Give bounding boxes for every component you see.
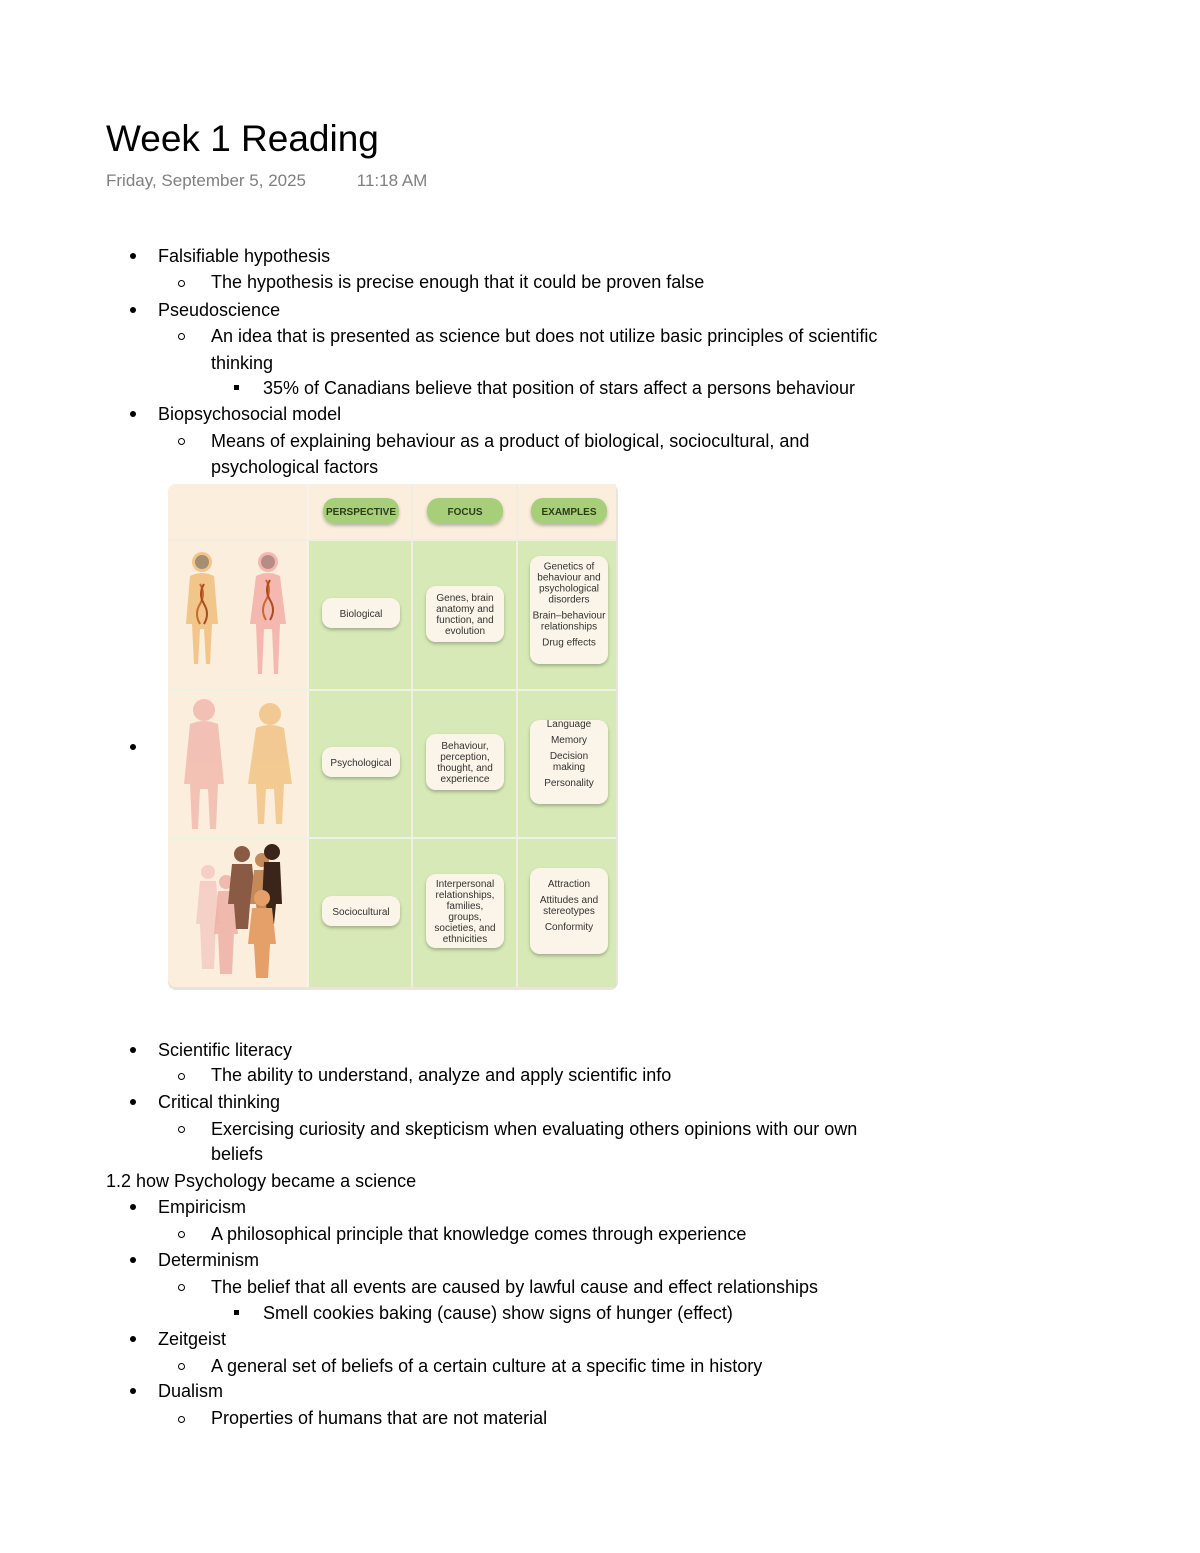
focus-line: perception, <box>440 752 490 763</box>
list-item: Falsifiable hypothesis <box>158 246 331 266</box>
square-bullet-icon <box>234 1310 239 1315</box>
circle-bullet-icon <box>178 1073 185 1080</box>
header-examples: EXAMPLES <box>541 507 597 518</box>
square-bullet-icon <box>234 385 239 390</box>
list-item: Means of explaining behaviour as a product of biological, sociocultural, and <box>211 431 810 451</box>
circle-bullet-icon <box>178 333 185 340</box>
list-item: An idea that is presented as science but does not utilize basic principles of scientific <box>211 326 878 346</box>
header-perspective: PERSPECTIVE <box>325 507 397 518</box>
page-title: Week 1 Reading <box>106 118 379 159</box>
circle-bullet-icon <box>178 438 185 445</box>
focus-line: ethnicities <box>442 934 488 945</box>
list-item: Zeitgeist <box>158 1329 227 1349</box>
list-item: Biopsychosocial model <box>158 404 342 424</box>
focus-line: thought, and <box>437 763 493 774</box>
bullet-icon <box>130 1099 136 1105</box>
circle-bullet-icon <box>178 1284 185 1291</box>
bullet-icon <box>130 1336 136 1342</box>
list-item: beliefs <box>211 1144 264 1164</box>
list-item: The ability to understand, analyze and apply scientific info <box>211 1065 672 1085</box>
examples-line: Attitudes and <box>539 894 599 906</box>
list-item: thinking <box>211 353 274 373</box>
list-item: A philosophical principle that knowledge comes through experience <box>211 1224 747 1244</box>
focus-line: experience <box>440 774 490 785</box>
bullet-icon <box>130 1204 136 1210</box>
focus-psychological-text <box>437 741 493 785</box>
examples-line: relationships <box>540 621 598 633</box>
examples-line: stereotypes <box>543 905 595 917</box>
list-item: Pseudoscience <box>158 300 281 320</box>
focus-line: groups, <box>448 912 482 923</box>
examples-line: Conformity <box>544 921 594 933</box>
examples-line: behaviour and <box>537 572 601 584</box>
list-item: psychological factors <box>211 457 379 477</box>
focus-line: evolution <box>444 626 486 637</box>
perspective-psychological: Psychological <box>330 758 392 769</box>
page-time: 11:18 AM <box>356 171 428 190</box>
list-item: The hypothesis is precise enough that it could be proven false <box>211 272 705 292</box>
biopsychosocial-figure <box>168 484 620 992</box>
focus-line: function, and <box>436 615 494 626</box>
focus-line: families, <box>446 901 484 912</box>
circle-bullet-icon <box>178 1126 185 1133</box>
examples-line: Attraction <box>547 879 591 890</box>
examples-line: Decision <box>549 750 589 762</box>
circle-bullet-icon <box>178 1231 185 1238</box>
list-item: The belief that all events are caused by lawful cause and effect relationships <box>211 1277 819 1297</box>
examples-line: Drug effects <box>542 637 596 649</box>
list-item: Smell cookies baking (cause) show signs of hunger (effect) <box>263 1303 733 1323</box>
focus-line: Interpersonal <box>435 879 495 890</box>
list-item: Properties of humans that are not material <box>211 1408 548 1428</box>
circle-bullet-icon <box>178 280 185 287</box>
bullet-icon <box>130 253 136 259</box>
list-item: A general set of beliefs of a certain culture at a specific time in history <box>211 1356 763 1376</box>
bullet-icon <box>130 1257 136 1263</box>
perspective-biological: Biological <box>339 609 383 620</box>
focus-line: anatomy and <box>436 604 494 615</box>
examples-line: disorders <box>548 594 590 606</box>
examples-line: Memory <box>550 734 588 746</box>
list-item: Dualism <box>158 1381 224 1401</box>
examples-line: Brain–behaviour <box>532 610 606 622</box>
page-date: Friday, September 5, 2025 <box>106 171 307 190</box>
bullet-icon <box>130 744 136 750</box>
page-meta <box>106 171 427 191</box>
section-heading: 1.2 how Psychology became a science <box>106 1171 417 1191</box>
focus-line: societies, and <box>434 923 496 934</box>
examples-line: psychological <box>538 583 600 595</box>
examples-sociocultural-text <box>540 879 598 933</box>
list-item: Determinism <box>158 1250 260 1270</box>
examples-line: Genetics of <box>543 561 595 573</box>
examples-line: Language <box>546 719 592 730</box>
examples-line: Personality <box>544 777 594 789</box>
examples-line: making <box>552 761 586 773</box>
focus-line: relationships, <box>435 890 495 901</box>
list-item: Empiricism <box>158 1197 246 1217</box>
biopsychosocial-table-image <box>168 484 620 992</box>
focus-line: Genes, brain <box>436 593 494 604</box>
focus-line: Behaviour, <box>441 741 489 752</box>
bullet-icon <box>130 1047 136 1053</box>
header-focus: FOCUS <box>447 507 483 518</box>
list-item: 35% of Canadians believe that position of stars affect a persons behaviour <box>263 378 856 398</box>
circle-bullet-icon <box>178 1363 185 1370</box>
perspective-sociocultural: Sociocultural <box>332 907 390 918</box>
bullet-icon <box>130 411 136 417</box>
list-item: Critical thinking <box>158 1092 281 1112</box>
list-item: Exercising curiosity and skepticism when evaluating others opinions with our own <box>211 1119 858 1139</box>
list-item: Scientific literacy <box>158 1040 293 1060</box>
bullet-icon <box>130 1388 136 1394</box>
bullet-icon <box>130 307 136 313</box>
circle-bullet-icon <box>178 1416 185 1423</box>
examples-psychological-text <box>544 719 593 789</box>
